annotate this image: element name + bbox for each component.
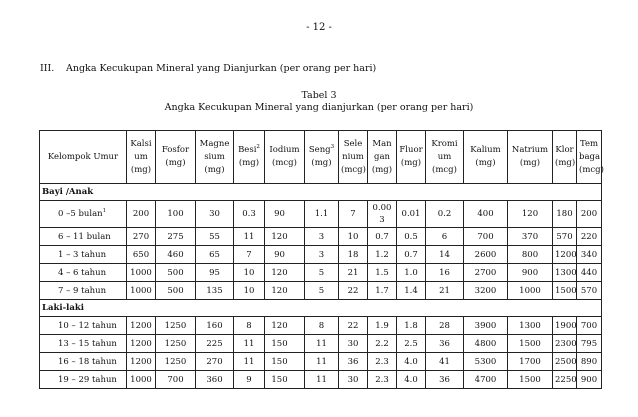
- age-group-cell: [40, 201, 127, 228]
- table-row: [40, 335, 602, 353]
- section-numeral: III.: [40, 63, 55, 74]
- table-header: [40, 131, 602, 184]
- value-cell: 5: [305, 282, 339, 300]
- value-cell: 1250: [156, 335, 196, 353]
- age-group-cell: [40, 371, 127, 389]
- value-cell: 120: [265, 228, 305, 246]
- value-cell: 22: [339, 282, 368, 300]
- value-cell: 3900: [464, 317, 508, 335]
- column-header-label: Iodium (mcg): [269, 145, 300, 168]
- value-cell: 95: [196, 264, 234, 282]
- column-header-label: Seng: [308, 145, 331, 155]
- column-header-label: Man gan (mg): [371, 138, 393, 175]
- value-cell: 150: [265, 335, 305, 353]
- value-cell: 1250: [156, 317, 196, 335]
- column-header-unit: (mg): [311, 158, 332, 168]
- value-cell: 11: [305, 335, 339, 353]
- value-cell: 8: [234, 317, 265, 335]
- column-header-footnote: 3: [330, 144, 335, 151]
- value-cell: 21: [426, 282, 464, 300]
- value-cell: 6: [426, 228, 464, 246]
- value-cell: 650: [127, 246, 156, 264]
- value-cell: 0.3: [234, 201, 265, 228]
- value-cell: 1.7: [368, 282, 397, 300]
- value-cell: 900: [577, 371, 602, 389]
- value-cell: 36: [426, 335, 464, 353]
- age-group-cell: [40, 246, 127, 264]
- header-row: [40, 131, 602, 184]
- value-cell: 0.5: [397, 228, 426, 246]
- age-group-cell: [40, 228, 127, 246]
- value-cell: 1500: [553, 282, 577, 300]
- value-cell: 21: [339, 264, 368, 282]
- age-footnote: 1: [102, 208, 107, 215]
- column-header-label: Fluor (mg): [399, 145, 423, 168]
- value-cell: 1000: [127, 371, 156, 389]
- table-row: [40, 317, 602, 335]
- value-cell: 270: [127, 228, 156, 246]
- value-cell: 2700: [464, 264, 508, 282]
- value-cell: 8: [305, 317, 339, 335]
- value-cell: 0.2: [426, 201, 464, 228]
- table-row: [40, 228, 602, 246]
- value-cell: 2250: [553, 371, 577, 389]
- value-cell: 10: [234, 264, 265, 282]
- column-header-label: Fosfor (mg): [161, 145, 190, 168]
- value-cell: 2.2: [368, 335, 397, 353]
- value-cell: 700: [464, 228, 508, 246]
- value-cell: 3200: [464, 282, 508, 300]
- value-cell: 9: [234, 371, 265, 389]
- value-cell: 1200: [553, 246, 577, 264]
- value-cell: 1.5: [368, 264, 397, 282]
- column-header-label: Natrium (mg): [511, 145, 549, 168]
- table-body: [40, 184, 602, 389]
- value-cell: 1300: [508, 317, 553, 335]
- column-header: [339, 131, 368, 184]
- column-header: [265, 131, 305, 184]
- value-cell: 2300: [553, 335, 577, 353]
- value-cell: 2600: [464, 246, 508, 264]
- value-cell: 1.9: [368, 317, 397, 335]
- value-cell: 1.2: [368, 246, 397, 264]
- column-header-label: Besi: [238, 145, 257, 155]
- value-cell: 1000: [127, 282, 156, 300]
- value-cell: 65: [196, 246, 234, 264]
- column-header: [40, 131, 127, 184]
- column-header: [305, 131, 339, 184]
- value-cell: 180: [553, 201, 577, 228]
- value-cell: 30: [339, 335, 368, 353]
- value-cell: 1500: [508, 335, 553, 353]
- value-cell: 1500: [508, 371, 553, 389]
- value-cell: 270: [196, 353, 234, 371]
- age-group-cell: [40, 335, 127, 353]
- table-row: [40, 371, 602, 389]
- value-cell: 90: [265, 201, 305, 228]
- value-cell: 120: [508, 201, 553, 228]
- column-header: [397, 131, 426, 184]
- age-group-label: 7 – 9 tahun: [58, 285, 107, 296]
- value-cell: 0.01: [397, 201, 426, 228]
- column-header-label: Tem baga (mcg): [579, 138, 604, 175]
- value-cell: 795: [577, 335, 602, 353]
- value-cell: 370: [508, 228, 553, 246]
- column-header-label: Magne sium (mg): [199, 138, 230, 175]
- table-row: [40, 282, 602, 300]
- value-cell: 1.1: [305, 201, 339, 228]
- value-cell: 4800: [464, 335, 508, 353]
- age-group-label: 6 – 11 bulan: [58, 231, 111, 242]
- value-cell: 11: [305, 371, 339, 389]
- table-row: [40, 246, 602, 264]
- group-row: [40, 300, 602, 317]
- value-cell: 100: [156, 201, 196, 228]
- column-header-label: Klor (mg): [555, 145, 576, 168]
- value-cell: 1900: [553, 317, 577, 335]
- age-group-label: 0 –5 bulan: [58, 209, 103, 219]
- section-title: Angka Kecukupan Mineral yang Dianjurkan (per orang per hari): [66, 63, 377, 74]
- age-group-label: 1 – 3 tahun: [58, 249, 107, 260]
- value-cell: 400: [464, 201, 508, 228]
- value-cell: 700: [156, 371, 196, 389]
- column-header-label: Kelompok Umur: [47, 151, 119, 162]
- value-cell: 1.0: [397, 264, 426, 282]
- column-header-label: Kalium (mg): [470, 145, 501, 168]
- age-group-cell: [40, 317, 127, 335]
- value-cell: 11: [234, 353, 265, 371]
- group-label: Bayi /Anak: [40, 184, 602, 201]
- column-header: [553, 131, 577, 184]
- value-cell: 1200: [127, 353, 156, 371]
- column-header-label: Sele nium (mcg): [341, 138, 366, 175]
- column-header: [156, 131, 196, 184]
- value-cell: 2.5: [397, 335, 426, 353]
- column-header-unit: (mg): [238, 158, 260, 168]
- value-cell: 200: [577, 201, 602, 228]
- column-header: [196, 131, 234, 184]
- value-cell: 14: [426, 246, 464, 264]
- value-cell: 2.3: [368, 353, 397, 371]
- value-cell: 2500: [553, 353, 577, 371]
- value-cell: 160: [196, 317, 234, 335]
- value-cell: 11: [234, 335, 265, 353]
- value-cell: 28: [426, 317, 464, 335]
- value-cell: 4700: [464, 371, 508, 389]
- value-cell: 18: [339, 246, 368, 264]
- value-cell: 90: [265, 246, 305, 264]
- column-header: [127, 131, 156, 184]
- column-header-label: Kromi um (mcg): [431, 138, 458, 175]
- table-title: Tabel 3: [301, 90, 337, 101]
- value-cell: 1300: [553, 264, 577, 282]
- value-cell: 7: [339, 201, 368, 228]
- value-cell: 440: [577, 264, 602, 282]
- value-cell: 55: [196, 228, 234, 246]
- value-cell: 36: [339, 353, 368, 371]
- value-cell: 7: [234, 246, 265, 264]
- value-cell: 1250: [156, 353, 196, 371]
- table-subtitle: Angka Kecukupan Mineral yang dianjurkan (per orang per hari): [164, 102, 474, 113]
- column-header: [234, 131, 265, 184]
- age-group-label: 19 – 29 tahun: [58, 374, 117, 385]
- value-cell: 1700: [508, 353, 553, 371]
- value-cell: 11: [234, 228, 265, 246]
- value-cell: 10: [339, 228, 368, 246]
- mineral-table: [39, 130, 602, 389]
- age-group-label: 10 – 12 tahun: [58, 320, 117, 331]
- column-header: [577, 131, 602, 184]
- value-cell: 22: [339, 317, 368, 335]
- group-row: [40, 184, 602, 201]
- column-header: [426, 131, 464, 184]
- column-header: [464, 131, 508, 184]
- value-cell: 700: [577, 317, 602, 335]
- column-header-label: Kalsi um (mg): [130, 138, 152, 175]
- age-group-label: 16 – 18 tahun: [58, 356, 117, 367]
- group-label: Laki-laki: [40, 300, 602, 317]
- value-cell: 3: [305, 246, 339, 264]
- value-cell: 10: [234, 282, 265, 300]
- value-cell: 1200: [127, 317, 156, 335]
- value-cell: 1.8: [397, 317, 426, 335]
- value-cell: 150: [265, 371, 305, 389]
- value-cell: 460: [156, 246, 196, 264]
- value-cell: 0.7: [397, 246, 426, 264]
- value-cell: 30: [196, 201, 234, 228]
- value-cell: 800: [508, 246, 553, 264]
- page-number: - 12 -: [306, 22, 332, 33]
- value-cell: 4.0: [397, 371, 426, 389]
- value-cell: 1200: [127, 335, 156, 353]
- age-group-cell: [40, 353, 127, 371]
- value-cell: 4.0: [397, 353, 426, 371]
- value-cell: 500: [156, 264, 196, 282]
- value-cell: 150: [265, 353, 305, 371]
- value-cell: 1000: [508, 282, 553, 300]
- table-row: [40, 264, 602, 282]
- age-group-label: 4 – 6 tahun: [58, 267, 107, 278]
- value-cell: 1000: [127, 264, 156, 282]
- value-cell: 11: [305, 353, 339, 371]
- value-cell: 900: [508, 264, 553, 282]
- value-cell: 120: [265, 317, 305, 335]
- column-header: [368, 131, 397, 184]
- column-header: [508, 131, 553, 184]
- age-group-label: 13 – 15 tahun: [58, 338, 117, 349]
- value-cell: 2.3: [368, 371, 397, 389]
- section-heading: [40, 63, 376, 74]
- value-cell: 16: [426, 264, 464, 282]
- age-group-cell: [40, 282, 127, 300]
- value-cell: 5300: [464, 353, 508, 371]
- value-cell: 890: [577, 353, 602, 371]
- value-cell: 0.00 3: [368, 201, 397, 228]
- value-cell: 0.7: [368, 228, 397, 246]
- column-header-footnote: 2: [256, 144, 260, 151]
- age-group-cell: [40, 264, 127, 282]
- value-cell: 3: [305, 228, 339, 246]
- value-cell: 30: [339, 371, 368, 389]
- value-cell: 570: [553, 228, 577, 246]
- value-cell: 135: [196, 282, 234, 300]
- table-row: [40, 201, 602, 228]
- value-cell: 570: [577, 282, 602, 300]
- value-cell: 1.4: [397, 282, 426, 300]
- value-cell: 500: [156, 282, 196, 300]
- value-cell: 120: [265, 264, 305, 282]
- value-cell: 340: [577, 246, 602, 264]
- value-cell: 275: [156, 228, 196, 246]
- value-cell: 5: [305, 264, 339, 282]
- value-cell: 41: [426, 353, 464, 371]
- table-row: [40, 353, 602, 371]
- value-cell: 120: [265, 282, 305, 300]
- value-cell: 36: [426, 371, 464, 389]
- value-cell: 360: [196, 371, 234, 389]
- value-cell: 225: [196, 335, 234, 353]
- value-cell: 220: [577, 228, 602, 246]
- value-cell: 200: [127, 201, 156, 228]
